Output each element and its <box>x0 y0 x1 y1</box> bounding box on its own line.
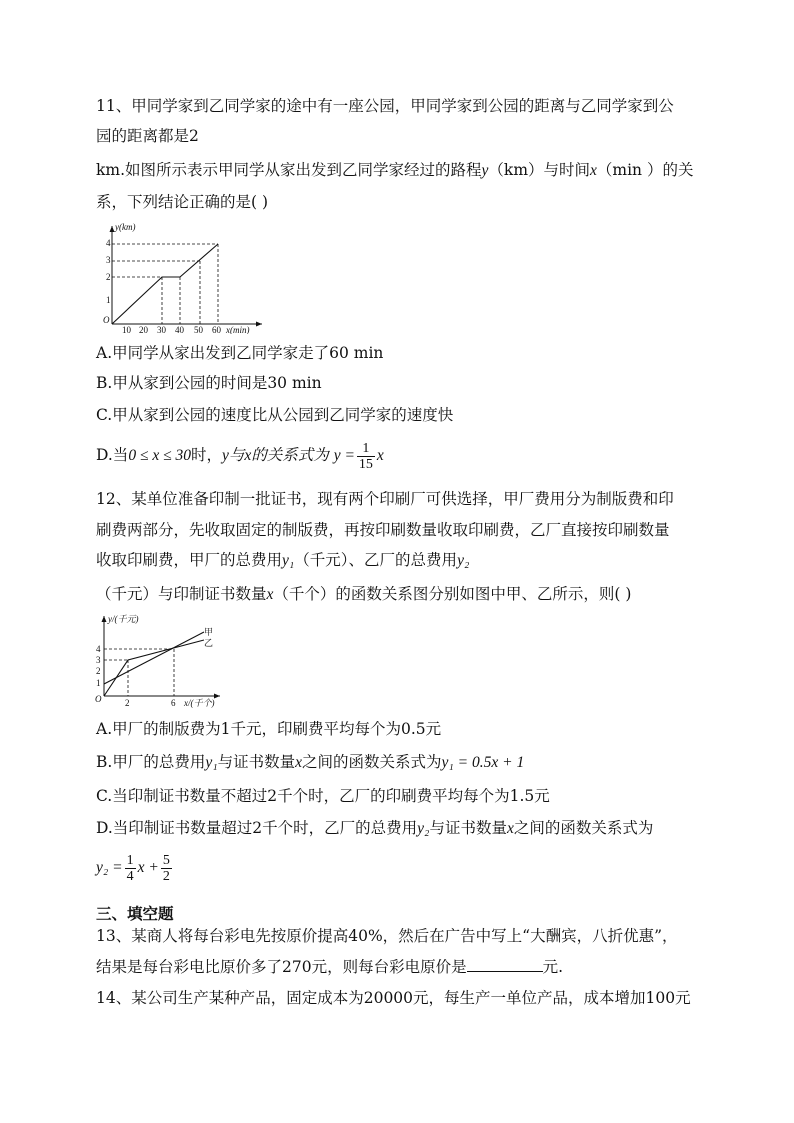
q12-line-3b: （千元）、乙厂的总费用 <box>294 551 458 569</box>
q12-line-4a: （千元）与印制证书数量 <box>96 585 267 603</box>
q12-x-tick-6: 6 <box>171 698 176 708</box>
q12-opt-d-y2: y₂ <box>417 820 430 837</box>
q11-line-3a: km.如图所示表示甲同学从家出发到乙同学家经过的路程 <box>96 161 482 179</box>
q11-x-tick-30: 30 <box>157 325 166 334</box>
q12-y1: y₁ <box>282 552 295 569</box>
q12-y-arrow <box>102 616 107 622</box>
q12-line-3a: 收取印刷费，甲厂的总费用 <box>96 551 283 569</box>
q11-x-tick-50: 50 <box>194 325 203 334</box>
q11-opt-d-cond: 0 ≤ x ≤ 30 <box>128 447 191 464</box>
q12-label-jia: 甲 <box>204 627 214 637</box>
q12-frac1-num: 1 <box>126 852 134 868</box>
q12-option-d-formula <box>96 849 174 886</box>
q11-x-tick-60: 60 <box>212 325 221 334</box>
q12-line-jia <box>104 632 204 684</box>
q11-y-tick-3: 3 <box>106 255 111 265</box>
q12-option-a: A.甲厂的制版费为1千元，印刷费平均每个为0.5元 <box>96 720 442 738</box>
q12-x-arrow <box>214 694 220 699</box>
q12-opt-b-y1: y₁ <box>205 754 218 771</box>
q11-y-tick-1: 1 <box>106 295 111 305</box>
q12-y-label: y/(千元) <box>108 614 139 624</box>
q12-x-tick-2: 2 <box>125 698 130 708</box>
q12-line-1: 12、某单位准备印制一批证书，现有两个印刷厂可供选择，甲厂费用分为制版费和印 <box>96 490 674 508</box>
q11-opt-d-eq: y = <box>333 447 355 464</box>
q11-y-tick-4: 4 <box>106 238 111 248</box>
q12-x-label: x/(千个) <box>184 698 215 708</box>
q11-x-label: x(min) <box>226 325 250 334</box>
q12-frac2-num: 5 <box>162 852 170 868</box>
q12-line-2: 刷费两部分，先收取固定的制版费，再按印刷数量收取印刷费，乙厂直接按印刷数量 <box>96 521 670 539</box>
q12-y-tick-2: 2 <box>96 666 101 676</box>
q11-line-3b: （km）与时间 <box>488 161 591 179</box>
q11-x-tick-10: 10 <box>122 325 131 334</box>
q12-y2: y₂ <box>457 552 470 569</box>
q13-line-2a: 结果是每台彩电比原价多了270元，则每台彩电原价是 <box>96 958 467 976</box>
q11-opt-d-pre: D.当 <box>96 446 129 464</box>
q11-opt-d-mid: 时， <box>190 446 222 464</box>
q11-option-a: A.甲同学从家出发到乙同学家走了60 min <box>96 344 384 362</box>
q11-line-3c: （min ）的关 <box>596 161 694 179</box>
q12-label-yi: 乙 <box>204 638 214 648</box>
q11-line-2: 园的距离都是2 <box>96 127 199 145</box>
q11-x-arrow <box>256 322 262 327</box>
q12-fraction-1 <box>125 853 136 884</box>
section-title: 三、填空题 <box>96 905 174 923</box>
q12-frac1-den: 4 <box>126 868 134 884</box>
q12-option-d <box>96 818 653 839</box>
q11-x-tick-20: 20 <box>139 325 148 334</box>
q11-frac-num: 1 <box>357 441 375 457</box>
q12-opt-b-c: 之间的函数关系式为 <box>302 753 442 771</box>
q11-opt-d-rel: y与x的关系式为 <box>221 447 329 464</box>
q12-opt-d-c: 之间的函数关系式为 <box>513 819 654 837</box>
q12-option-c: C.当印制证书数量不超过2千个时，乙厂的印刷费平均每个为1.5元 <box>96 787 550 805</box>
q12-line-4b: （千个）的函数关系图分别如图中甲、乙所示，则( ) <box>273 585 632 603</box>
q11-option-b: B.甲从家到公园的时间是30 min <box>96 374 322 392</box>
q12-opt-b-eq: y₁ = 0.5x + 1 <box>441 754 525 771</box>
q12-opt-d-lhs: y₂ = <box>96 859 123 876</box>
q12-opt-d-x: x <box>506 820 514 837</box>
q12-opt-b-a: B.甲厂的总费用 <box>96 753 206 771</box>
q11-option-d <box>96 440 384 472</box>
q11-origin: O <box>103 315 110 325</box>
q12-y-tick-1: 1 <box>96 678 101 688</box>
q11-graph <box>96 222 266 334</box>
q12-opt-d-x2: x + <box>137 859 159 876</box>
q12-frac2-den: 2 <box>162 868 170 884</box>
q14-line-1: 14、某公司生产某种产品，固定成本为20000元，每生产一单位产品，成本增加100元 <box>96 989 691 1007</box>
q11-x-tick-40: 40 <box>175 325 184 334</box>
q11-y-arrow <box>110 226 115 232</box>
q12-option-b <box>96 752 524 773</box>
q12-var-x: x <box>266 586 274 603</box>
q12-opt-b-b: 与证书数量 <box>217 753 296 771</box>
q13-line-2b: 元. <box>542 958 564 976</box>
q11-opt-d-var: x <box>376 447 384 464</box>
answer-blank[interactable] <box>467 957 543 972</box>
q12-graph <box>92 612 232 712</box>
q11-line-4: 系，下列结论正确的是( ) <box>96 193 269 211</box>
q11-frac-den: 15 <box>358 456 373 472</box>
q12-y-tick-3: 3 <box>96 655 101 665</box>
q11-option-c: C.甲从家到公园的速度比从公园到乙同学家的速度快 <box>96 406 454 424</box>
q12-origin: O <box>95 694 102 704</box>
q11-y-label: y(km) <box>115 222 136 232</box>
q11-line-3 <box>96 160 693 181</box>
q12-line-3 <box>96 550 469 571</box>
q11-line-1: 11、甲同学家到乙同学家的途中有一座公园，甲同学家到公园的距离与乙同学家到公 <box>96 97 674 115</box>
q12-opt-b-x: x <box>295 754 303 771</box>
q12-y-tick-4: 4 <box>96 644 101 654</box>
q11-path-line <box>112 244 218 324</box>
var-y: y <box>481 162 489 179</box>
q11-y-tick-2: 2 <box>106 272 111 282</box>
q13-line-2 <box>96 957 563 977</box>
q12-opt-d-a: D.当印制证书数量超过2千个时，乙厂的总费用 <box>96 819 418 837</box>
q11-fraction <box>357 441 375 472</box>
q12-fraction-2 <box>161 853 172 884</box>
q13-line-1: 13、某商人将每台彩电先按原价提高40%，然后在广告中写上“大酬宾，八折优惠”， <box>96 927 678 945</box>
q12-line-4 <box>96 584 631 605</box>
q12-line-yi <box>104 640 204 696</box>
q12-opt-d-b: 与证书数量 <box>429 819 507 837</box>
var-x: x <box>590 162 597 179</box>
